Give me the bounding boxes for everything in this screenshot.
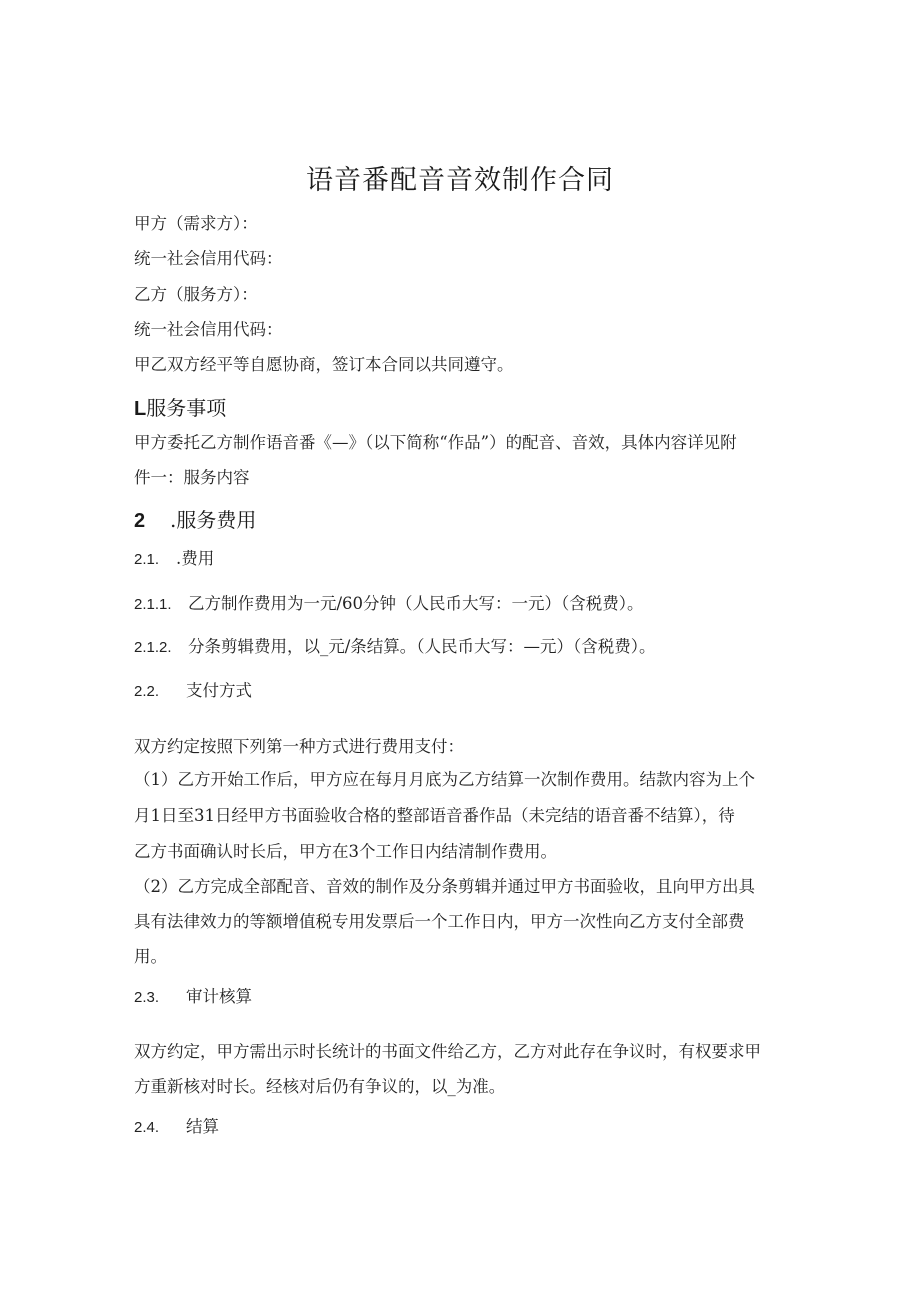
- payment-intro: 双方约定按照下列第一种方式进行费用支付：: [134, 737, 464, 756]
- section-1-number: L: [134, 398, 147, 420]
- subsection-2-1-title: .费用: [176, 549, 215, 568]
- clause-2-1-2: [134, 633, 656, 657]
- payment-option-1-line: （1）乙方开始工作后，甲方应在每月月底为乙方结算一次制作费用。结款内容为上个: [134, 770, 755, 789]
- subsection-2-2-heading: [134, 677, 252, 701]
- party-a-credit-code-label: 统一社会信用代码：: [134, 249, 283, 268]
- clause-2-1-1-text: 乙方制作费用为一元/60分钟（人民币大写：一元）（含税费）。: [188, 594, 644, 613]
- document-title: 语音番配音音效制作合同: [306, 165, 614, 196]
- audit-paragraph-line: 双方约定，甲方需出示时长统计的书面文件给乙方，乙方对此存在争议时，有权要求甲: [134, 1042, 761, 1061]
- clause-2-1-2-number: 2.1.2.: [134, 639, 172, 656]
- payment-option-1-line: 乙方书面确认时长后，甲方在3个工作日内结清制作费用。: [134, 842, 557, 861]
- subsection-2-2-title: 支付方式: [186, 681, 252, 700]
- payment-option-2-line: （2）乙方完成全部配音、音效的制作及分条剪辑并通过甲方书面验收，且向甲方出具: [134, 877, 755, 896]
- subsection-2-1-heading: [134, 545, 214, 569]
- payment-option-2-line: 用。: [134, 947, 167, 966]
- clause-2-1-2-text: 分条剪辑费用，以_元/条结算。（人民币大写：—元）（含税费）。: [188, 637, 656, 656]
- subsection-2-4-number: 2.4.: [134, 1119, 160, 1136]
- payment-option-1-line: 月1日至31日经甲方书面验收合格的整部语音番作品（未完结的语音番不结算），待: [134, 806, 735, 825]
- payment-option-2-line: 具有法律效力的等额增值税专用发票后一个工作日内，甲方一次性向乙方支付全部费: [134, 912, 745, 931]
- section-2-title: .服务费用: [170, 508, 257, 532]
- section-1-body-line: 件一：服务内容: [134, 468, 250, 487]
- section-2-number: 2: [134, 510, 146, 532]
- section-1-heading: [134, 392, 226, 421]
- subsection-2-2-number: 2.2.: [134, 683, 160, 700]
- subsection-2-3-number: 2.3.: [134, 989, 160, 1006]
- party-a-label: 甲方（需求方）：: [134, 214, 258, 233]
- subsection-2-4-title: 结算: [186, 1117, 219, 1136]
- intro-paragraph: 甲乙双方经平等自愿协商，签订本合同以共同遵守。: [134, 355, 514, 374]
- audit-paragraph-line: 方重新核对时长。经核对后仍有争议的，以_为准。: [134, 1077, 506, 1096]
- clause-2-1-1: [134, 590, 644, 614]
- subsection-2-3-heading: [134, 983, 252, 1007]
- clause-2-1-1-number: 2.1.1.: [134, 596, 172, 613]
- party-b-credit-code-label: 统一社会信用代码：: [134, 320, 283, 339]
- section-2-heading: [134, 504, 256, 533]
- section-1-body-line: 甲方委托乙方制作语音番《—》（以下简称“作品”）的配音、音效，具体内容详见附: [134, 433, 737, 452]
- subsection-2-3-title: 审计核算: [186, 987, 252, 1006]
- section-1-title: 服务事项: [146, 396, 227, 420]
- party-b-label: 乙方（服务方）：: [134, 285, 258, 304]
- subsection-2-4-heading: [134, 1113, 219, 1137]
- subsection-2-1-number: 2.1.: [134, 551, 160, 568]
